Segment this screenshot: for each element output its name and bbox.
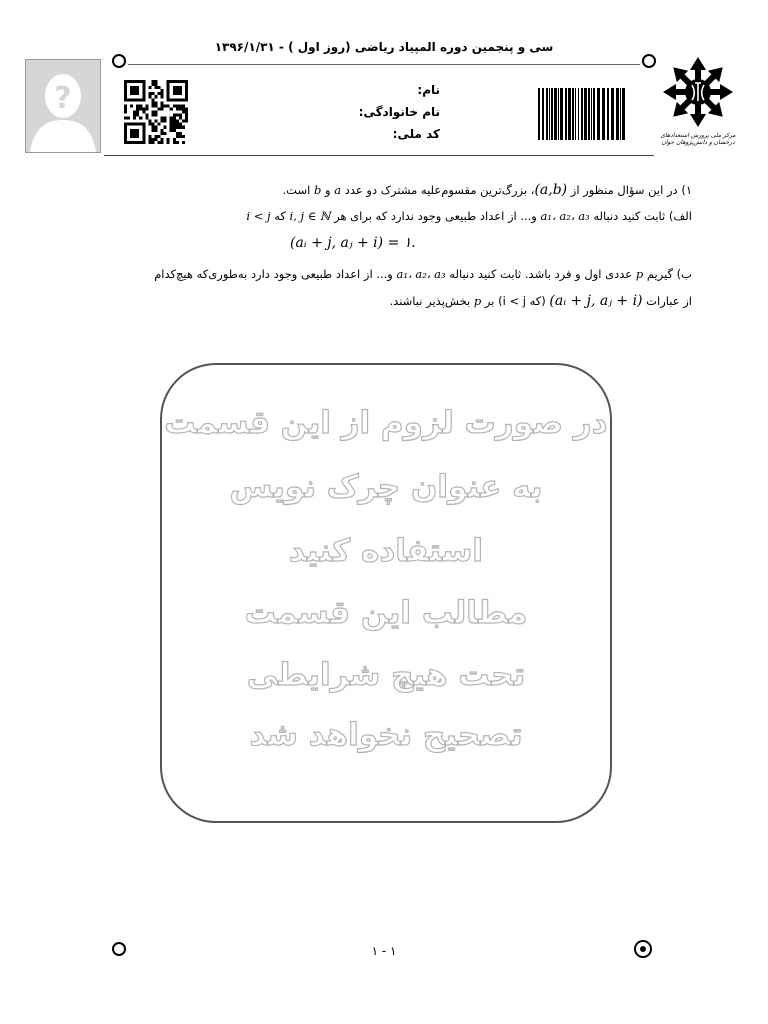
emblem-icon [658, 56, 738, 128]
draft-note-line-3: استفاده کنید [289, 533, 483, 569]
problem-gcd-notation: (a,b) [534, 182, 568, 198]
problem-intro-post: است. [282, 183, 311, 197]
part-a-formula-text: (aᵢ + j, aⱼ + i) = ۱. [290, 235, 416, 251]
part-b2-condition: (که i < j) [498, 294, 546, 308]
part-b-sequence: a₁، a₂، a₃ [396, 267, 446, 281]
header-divider [104, 155, 654, 156]
part-b2-formula: (aᵢ + j, aⱼ + i) [549, 293, 643, 309]
part-b-pre: ب) گیریم [646, 267, 692, 281]
family-name-field-label: نام خانوادگی: [358, 105, 440, 119]
draft-note-line-1: در صورت لزوم از این قسمت [164, 405, 608, 441]
part-b-prime-p: p [635, 267, 644, 281]
organization-logo [658, 56, 738, 152]
problem-var-b: b [313, 183, 322, 197]
part-a-pre: الف) ثابت کنید دنباله [593, 209, 692, 223]
draft-note-line-6: تصحیح نخواهد شد [249, 717, 523, 753]
part-b-post: و... از اعداد طبیعی وجود دارد به‌طوری‌که هیچ‌کدام [154, 267, 393, 281]
registration-target-bottom-right [634, 940, 652, 958]
problem-intro-line [283, 182, 692, 198]
title-underline [128, 64, 640, 65]
part-a-formula [290, 235, 416, 251]
part-b-line-2 [390, 293, 693, 309]
part-b-mid: عددی اول و فرد باشد. ثابت کنید دنباله [449, 267, 633, 281]
part-a-mid: و... از اعداد طبیعی وجود ندارد که برای هر [334, 209, 537, 223]
part-a-condition-ij: i, j ∈ ℕ [289, 209, 331, 223]
part-a-sequence: a₁، a₂، a₃ [540, 209, 590, 223]
qr-code-icon [124, 80, 188, 144]
problem-intro-pre: ۱) در این سؤال منظور از [570, 183, 692, 197]
part-b2-post: بخش‌پذیر نباشند. [389, 294, 471, 308]
part-b2-bar: بر [484, 294, 495, 308]
part-a-that: که [274, 209, 286, 223]
page-number: ۱ - ۱ [371, 944, 397, 958]
problem-intro-and: و [324, 183, 331, 197]
exam-title: سی و پنجمین دوره المپیاد ریاضی (روز اول ) - ۱۳۹۶/۱/۳۱ [214, 40, 554, 54]
person-silhouette-icon [26, 60, 100, 152]
registration-mark-bottom-left [112, 942, 126, 956]
qr-code [124, 80, 188, 144]
svg-text:?: ? [54, 81, 72, 116]
part-b2-prime-p: p [473, 294, 482, 308]
part-a-condition-order: i < j [246, 209, 271, 223]
barcode-icon [536, 88, 628, 140]
logo-caption: مرکز ملی پرورش استعدادهای درخشان و دانش‌پژوهان جوان [660, 132, 736, 146]
name-field-label: نام: [417, 83, 440, 97]
barcode [536, 88, 628, 140]
problem-intro-mid: ، بزرگ‌ترین مقسوم‌علیه مشترک دو عدد [344, 183, 535, 197]
registration-mark-top-right [642, 54, 656, 68]
photo-placeholder [25, 59, 101, 153]
draft-note-line-5: تحت هیچ شرایطی [246, 657, 526, 693]
part-b-line-1 [154, 266, 692, 282]
part-a-line [246, 208, 692, 224]
registration-mark-top-left [112, 54, 126, 68]
draft-note-line-2: به عنوان چرک نویس [229, 469, 543, 505]
national-id-field-label: کد ملی: [392, 127, 440, 141]
part-b2-pre: از عبارات [646, 294, 692, 308]
problem-var-a: a [334, 183, 342, 197]
draft-note-line-4: مطالب این قسمت [244, 595, 528, 631]
draft-box [160, 363, 612, 823]
